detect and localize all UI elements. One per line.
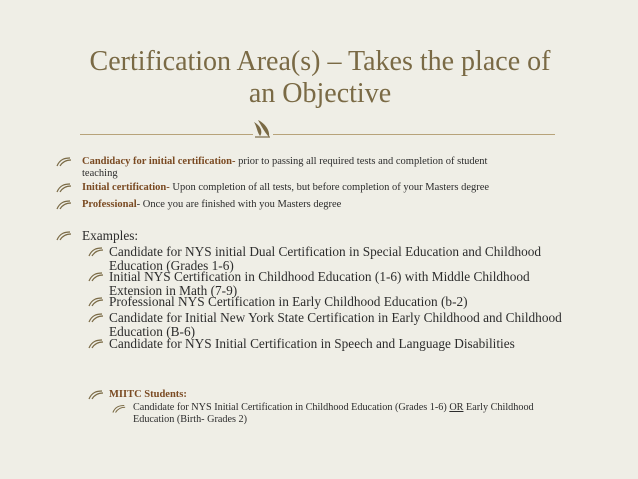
example-item	[109, 337, 619, 351]
miitc-label-text: MIITC Students:	[109, 389, 187, 400]
title-line-2: an Objective	[248, 78, 392, 109]
example-line: Candidate for NYS initial Dual Certification in Special Education and Childhood	[109, 244, 542, 259]
miitc-or: OR	[449, 402, 464, 413]
bullet-lead: Professional	[82, 199, 137, 210]
example-line: Candidate for NYS Initial Certification in Speech and Language Disabilities	[109, 336, 515, 351]
miitc-item	[133, 402, 613, 426]
title-rule-left	[80, 134, 253, 135]
miitc-label	[109, 389, 187, 401]
sub-bullet-icon	[88, 247, 104, 257]
bullet-lead: Initial certification-	[82, 182, 170, 193]
title-line-1: Certification Area(s) – Takes the place of	[89, 46, 551, 77]
examples-label: Examples:	[82, 228, 139, 243]
bullet-text: Upon completion of all tests, but before completion of your Masters degree	[169, 182, 490, 193]
sub-bullet-icon	[88, 313, 104, 323]
example-line: Candidate for Initial New York State Certification in Early Childhood and Childhood	[109, 310, 562, 325]
bullet-text: - Once you are finished with you Masters degree	[136, 199, 342, 210]
miitc-item-text: Candidate for NYS Initial Certification in Childhood Education (Grades 1-6)	[133, 402, 450, 413]
bullet-text-continued: teaching	[82, 168, 118, 179]
bullet-professional	[82, 199, 602, 211]
miitc-item-text-continued: Education (Birth- Grades 2)	[133, 414, 248, 425]
bullet-icon	[56, 231, 72, 241]
sub-bullet-icon	[88, 272, 104, 282]
bullet-icon	[56, 200, 72, 210]
example-line: Professional NYS Certification in Early Childhood Education (b-2)	[109, 294, 468, 309]
example-item	[109, 295, 619, 309]
example-line: Education (B-6)	[109, 324, 196, 339]
bullet-candidacy	[82, 156, 602, 180]
bullet-initial	[82, 182, 602, 194]
title-rule-right	[273, 134, 555, 135]
sub-bullet-icon	[88, 390, 104, 400]
example-item	[109, 311, 624, 339]
example-line: Extension in Math (7-9)	[109, 283, 238, 298]
bullet-lead: Candidacy for initial certification-	[82, 156, 236, 167]
example-line: Initial NYS Certification in Childhood Education (1-6) with Middle Childhood	[109, 269, 530, 284]
fleuron-icon	[251, 118, 273, 140]
sub-sub-bullet-icon	[112, 404, 126, 414]
sub-bullet-icon	[88, 297, 104, 307]
bullet-text: prior to passing all required tests and completion of student	[235, 156, 488, 167]
miitc-item-text: Early Childhood	[463, 402, 534, 413]
bullet-icon	[56, 157, 72, 167]
slide-title	[40, 46, 600, 110]
example-line: Education (Grades 1-6)	[109, 258, 234, 273]
sub-bullet-icon	[88, 339, 104, 349]
bullet-icon	[56, 183, 72, 193]
